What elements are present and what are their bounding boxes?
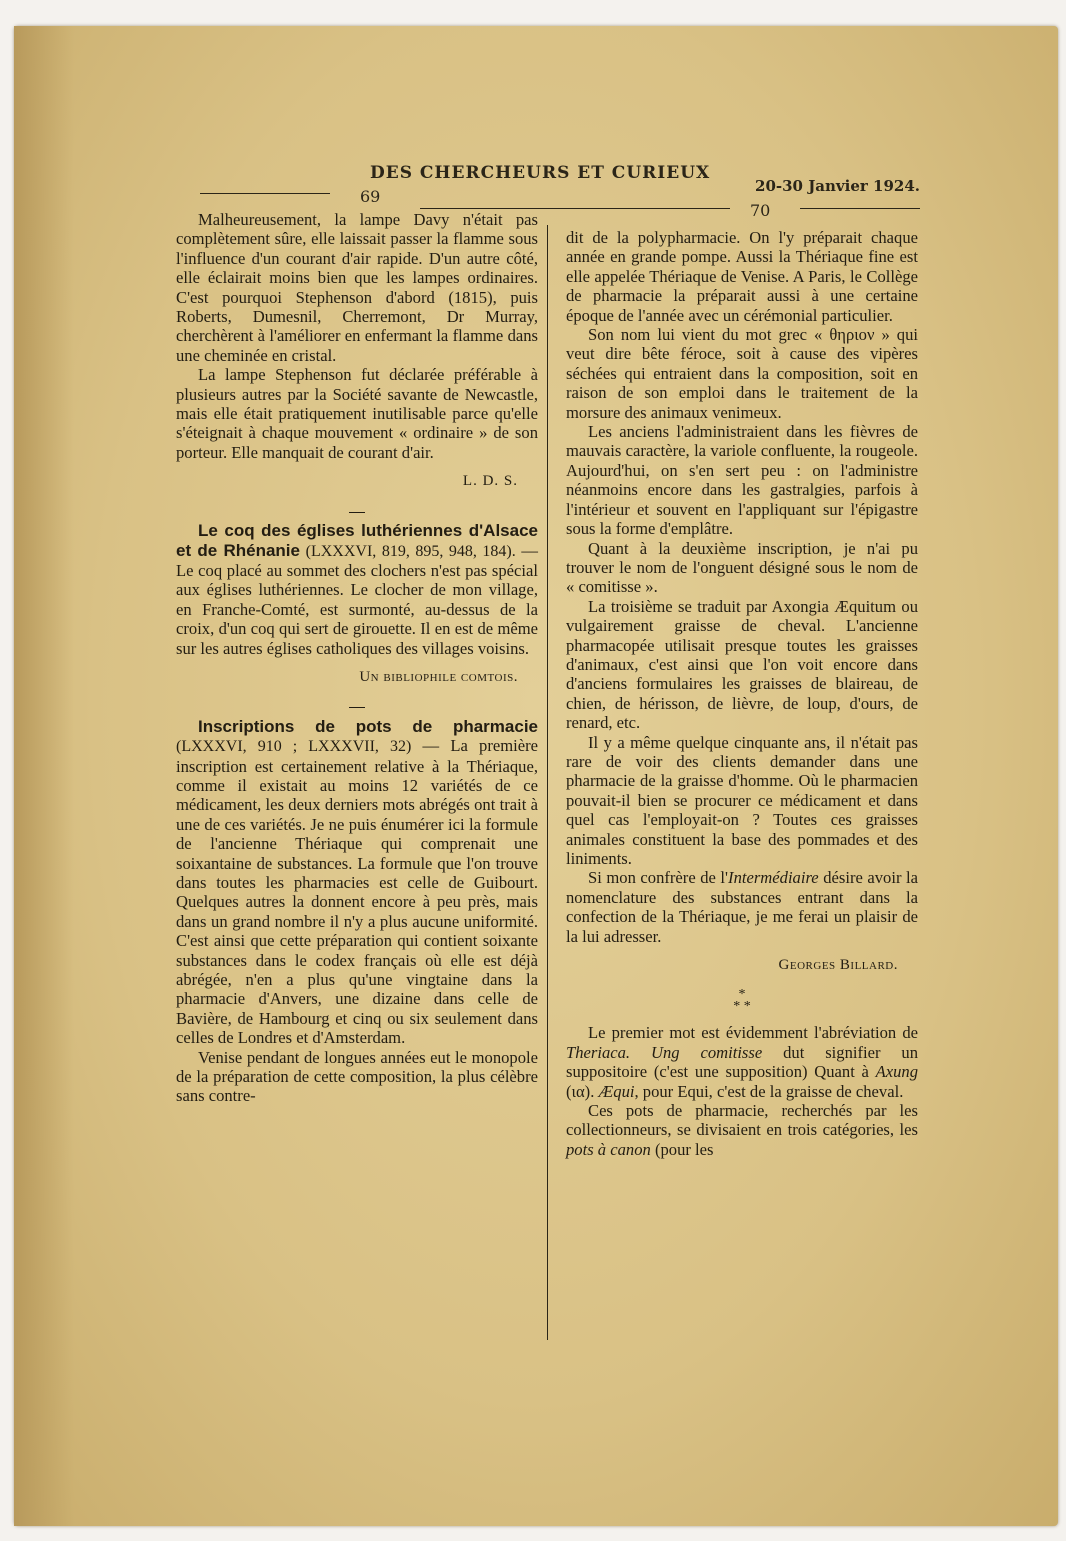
- journal-name: Intermédiaire: [728, 868, 819, 888]
- article-ref-pots: (LXXXVI, 910 ; LXXXVII, 32): [176, 738, 412, 756]
- text-run: Si mon confrère de l': [588, 868, 729, 888]
- asterism: * * *: [733, 987, 751, 1015]
- separator: [176, 498, 538, 517]
- page-number-right: 70: [750, 201, 771, 220]
- right-paragraph-3: Les anciens l'administraient dans les fièvres de mauvais caractère, la variole confluente, la rougeole. Aujourd'hui, on s'en sert peu : on l'administre néanmoins encore dans les gastralgies, parfois à l'intérieur et souvent en l'appliquant sur l'épigastre sous la forme d'emplâtre.: [566, 422, 918, 539]
- lamp-paragraph-1: Malheureusement, la lampe Davy n'était pas complètement sûre, elle laissait passer la flamme sous l'influence d'un courant d'air rapide. D'un autre côté, elle éclairait moins bien que les lampes ordinaires. C'est pourquoi Stephenson d'abord (1815), puis Roberts, Dumesnil, Cherremont, Dr Murray, cherchèrent à l'améliorer en enfermant la flamme dans une cheminée en cristal.: [176, 210, 538, 365]
- venise-paragraph: Venise pendant de longues années eut le monopole de la préparation de cette composition, la plus célèbre sans contre-: [176, 1047, 538, 1106]
- header-rule-left: [200, 193, 330, 194]
- column-divider: [547, 225, 548, 1340]
- header-rule-middle: [420, 208, 730, 209]
- separator: [176, 693, 538, 712]
- right-paragraph-2: Son nom lui vient du mot grec « θηριον » qui veut dire bête féroce, soit à cause des vipères séchées qui entraient dans la composition, soit en raison de son emploi dans le traitement de la morsure des animaux venimeux.: [566, 325, 918, 422]
- text-run: dut signifier un suppositoire (c'est une supposition) Quant à: [566, 1042, 919, 1082]
- reply-paragraph-2: [566, 1101, 918, 1159]
- text-run: (pour les: [650, 1139, 714, 1159]
- column-right: [566, 228, 918, 1159]
- journal-title: DES CHERCHEURS ET CURIEUX: [370, 163, 711, 183]
- text-run: désire avoir la nomenclature des substances entrant dans la confection de la Thériaque, je me ferai un plaisir de la lui adresser.: [566, 868, 919, 946]
- article-title-pots: Inscriptions de pots de pharmacie: [198, 716, 538, 736]
- text-run: [630, 1043, 651, 1062]
- article-ref-coq: (LXXXVI, 819, 895, 948, 184).: [305, 542, 516, 560]
- term-italic: pots à canon: [566, 1139, 651, 1159]
- page-number-left: 69: [360, 187, 381, 206]
- article-body-pots: — La première inscription est certainement relative à la Thériaque, comme il existait au moins 12 variétés de ce médicament, les deux derniers mots abrégés ont trait à une de ces variétés. Je ne puis énumérer ici la formule de l'ancienne Thériaque qui comprenait une soixantaine de substances. La formule que l'on trouve dans toutes les pharmacies est celle de Guibourt. Quelques autres la donnent encore à peu près, mais dans un grand nombre il n'y a plus aucune uniformité. C'est ainsi que cette préparation qui contient soixante substances dans le codex français où elle est déjà abrégée, n'en a plus qu'une vingtaine dans la pharmacie d'Anvers, une dizaine dans celle de Bavière, de Hambourg et cinq ou six seulement dans celles de Londres et d'Amsterdam.: [176, 736, 539, 1048]
- term-italic: Theriaca.: [566, 1042, 631, 1062]
- right-paragraph-6: Il y a même quelque cinquante ans, il n'était pas rare de voir des clients demander dans une pharmacie de la graisse d'homme. Où le pharmacien pouvait-il bien se procurer ce médicament et dans quel cas l'employait-on ? Toutes ces graisses animales constituent la base des pommades et des liniments.: [566, 732, 918, 868]
- paper-fold-shadow: [14, 26, 74, 1526]
- signature-billard: Georges Billard.: [778, 957, 898, 974]
- right-paragraph-4: Quant à la deuxième inscription, je n'ai pu trouver le nom de l'onguent désigné sous le nom de « comitisse ».: [566, 538, 918, 597]
- reply-paragraph-1: [566, 1023, 918, 1101]
- text-run: Ces pots de pharmacie, recherchés par les collectionneurs, se divisaient en trois catégories, les: [566, 1101, 918, 1140]
- lamp-paragraph-2: La lampe Stephenson fut déclarée préférable à plusieurs autres par la Société savante de Newcastle, mais elle était pratiquement inutilisable parce qu'elle s'éteignait à chaque mouvement « ordinaire » de son porteur. Elle manquait de courant d'air.: [176, 365, 538, 462]
- right-paragraph-7: [566, 868, 918, 946]
- signature-lds: L. D. S.: [462, 473, 518, 490]
- article-pots: [176, 717, 538, 1048]
- signature-bibliophile: Un bibliophile comtois.: [359, 668, 518, 685]
- text-run: , pour Equi, c'est de la graisse de cheval.: [634, 1081, 904, 1101]
- column-left: [176, 210, 538, 1106]
- term-italic: Æqui: [598, 1081, 635, 1101]
- right-paragraph-1: dit de la polypharmacie. On l'y préparait chaque année en grande pompe. Aussi la Thériaque fine est elle appelée Thériaque de Venise. A Paris, le Collège de pharmacie la préparait aussi à une certaine époque de l'année avec un cérémonial particulier.: [566, 228, 918, 325]
- text-run: (ια).: [566, 1081, 599, 1101]
- text-run: Le premier mot est évidemment l'abréviation de: [588, 1023, 918, 1043]
- article-title-coq: Le coq des églises luthériennes d'Alsace et de Rhénanie: [176, 521, 538, 560]
- issue-date: 20-30 Janvier 1924.: [755, 177, 920, 195]
- term-italic: Axung: [875, 1062, 918, 1082]
- article-body-coq: — Le coq placé au sommet des clochers n'est pas spécial aux églises luthériennes. Le clocher de mon village, en Franche-Comté, est surmonté, au-dessus de la croix, d'un coq qui sert de girouette. Il en est de même sur les autres églises catholiques des villages voisins.: [176, 540, 538, 658]
- header-rule-right: [800, 208, 920, 209]
- right-paragraph-5: La troisième se traduit par Axongia Æquitum ou vulgairement graisse de cheval. L'ancienne pharmacopée utilisait presque toutes les graisses d'animaux, c'est ainsi que l'on voit encore dans d'anciens formulaires les graisses de blaireau, de chien, de hérisson, de lièvre, de loup, d'ours, de renard, etc.: [566, 596, 918, 733]
- article-coq: [176, 521, 538, 658]
- term-italic: Ung comitisse: [650, 1042, 763, 1062]
